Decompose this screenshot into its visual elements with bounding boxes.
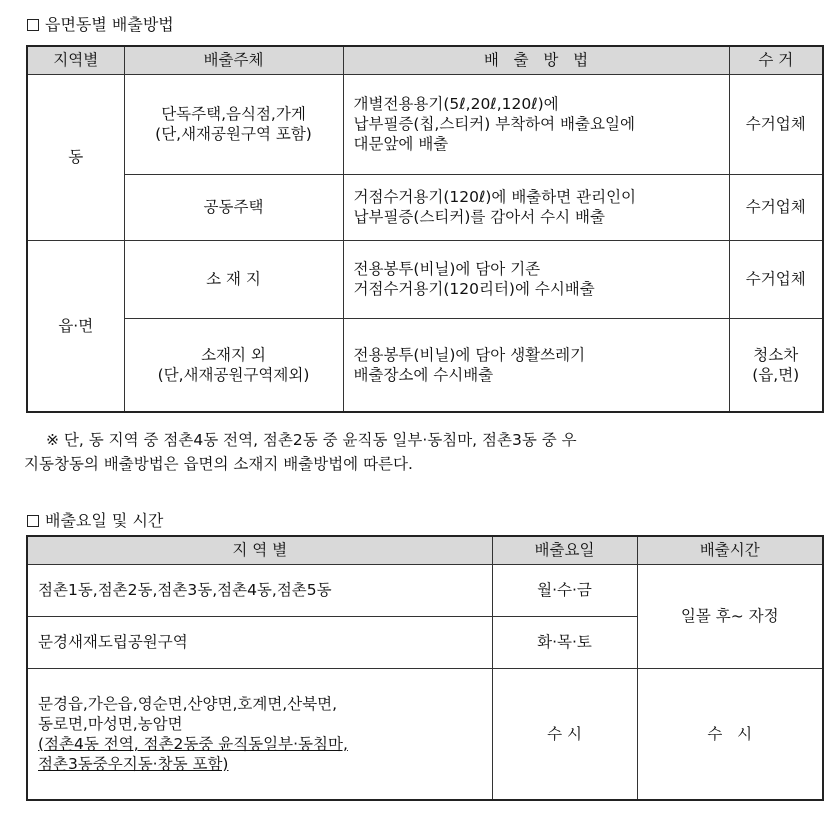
section1-heading-text: 읍면동별 배출방법 <box>45 15 174 34</box>
subject-cell: 소 재 지 <box>124 240 343 318</box>
region-eup-myeon: 읍·면 <box>27 240 124 412</box>
collector-cell: 수거업체 <box>729 174 823 240</box>
table-row <box>27 564 823 616</box>
table-row <box>27 74 823 174</box>
table-row <box>27 174 823 240</box>
method-cell: 전용봉투(비닐)에 담아 기존 거점수거용기(120리터)에 수시배출 <box>343 240 729 318</box>
shared-time-cell: 일몰 후~ 자정 <box>637 564 823 668</box>
section1-heading <box>27 12 174 35</box>
region-cell <box>27 668 492 800</box>
subject-cell: 단독주택,음식점,가게 (단,새재공원구역 포함) <box>124 74 343 174</box>
schedule-table <box>26 535 824 801</box>
collector-cell: 청소차 (읍,면) <box>729 318 823 412</box>
region-list: 문경읍,가은읍,영순면,산양면,호계면,산북면, 동로면,마성면,농암면 <box>38 694 338 733</box>
checkbox-square-icon <box>27 515 39 527</box>
region-note: (점촌4동 전역, 점촌2동중 윤직동일부·동침마, 점촌3동중우지동·창동 포함) <box>38 734 348 773</box>
region-dong: 동 <box>27 74 124 240</box>
time-cell: 수 시 <box>637 668 823 800</box>
days-cell: 화·목·토 <box>492 616 637 668</box>
header-days: 배출요일 <box>492 536 637 564</box>
table-row <box>27 240 823 318</box>
header-time: 배출시간 <box>637 536 823 564</box>
method-cell: 개별전용용기(5ℓ,20ℓ,120ℓ)에 납부필증(칩,스티커) 부착하여 배출요일에 대문앞에 배출 <box>343 74 729 174</box>
days-cell: 월·수·금 <box>492 564 637 616</box>
subject-cell: 소재지 외 (단,새재공원구역제외) <box>124 318 343 412</box>
region-cell: 문경새재도립공원구역 <box>27 616 492 668</box>
header-collector: 수 거 <box>729 46 823 74</box>
table-row <box>27 668 823 800</box>
checkbox-square-icon <box>27 19 39 31</box>
collector-cell: 수거업체 <box>729 240 823 318</box>
disposal-method-table <box>26 45 824 413</box>
method-cell: 거점수거용기(120ℓ)에 배출하면 관리인이 납부필증(스티커)를 감아서 수시 배출 <box>343 174 729 240</box>
region-cell: 점촌1동,점촌2동,점촌3동,점촌4동,점촌5동 <box>27 564 492 616</box>
table-header-row <box>27 536 823 564</box>
exception-note <box>24 428 824 476</box>
note-line: 지동창동의 배출방법은 읍면의 소재지 배출방법에 따른다. <box>24 455 413 473</box>
section2-heading-text: 배출요일 및 시간 <box>45 511 164 530</box>
table-header-row <box>27 46 823 74</box>
header-subject: 배출주체 <box>124 46 343 74</box>
subject-cell: 공동주택 <box>124 174 343 240</box>
note-line: ※ 단, 동 지역 중 점촌4동 전역, 점촌2동 중 윤직동 일부·동침마, 점촌3동 중 우 <box>46 431 577 449</box>
header-method: 배 출 방 법 <box>343 46 729 74</box>
section2-heading <box>27 508 163 531</box>
days-cell: 수 시 <box>492 668 637 800</box>
collector-cell: 수거업체 <box>729 74 823 174</box>
table-row <box>27 318 823 412</box>
method-cell: 전용봉투(비닐)에 담아 생활쓰레기 배출장소에 수시배출 <box>343 318 729 412</box>
header-region: 지역별 <box>27 46 124 74</box>
header-region: 지 역 별 <box>27 536 492 564</box>
